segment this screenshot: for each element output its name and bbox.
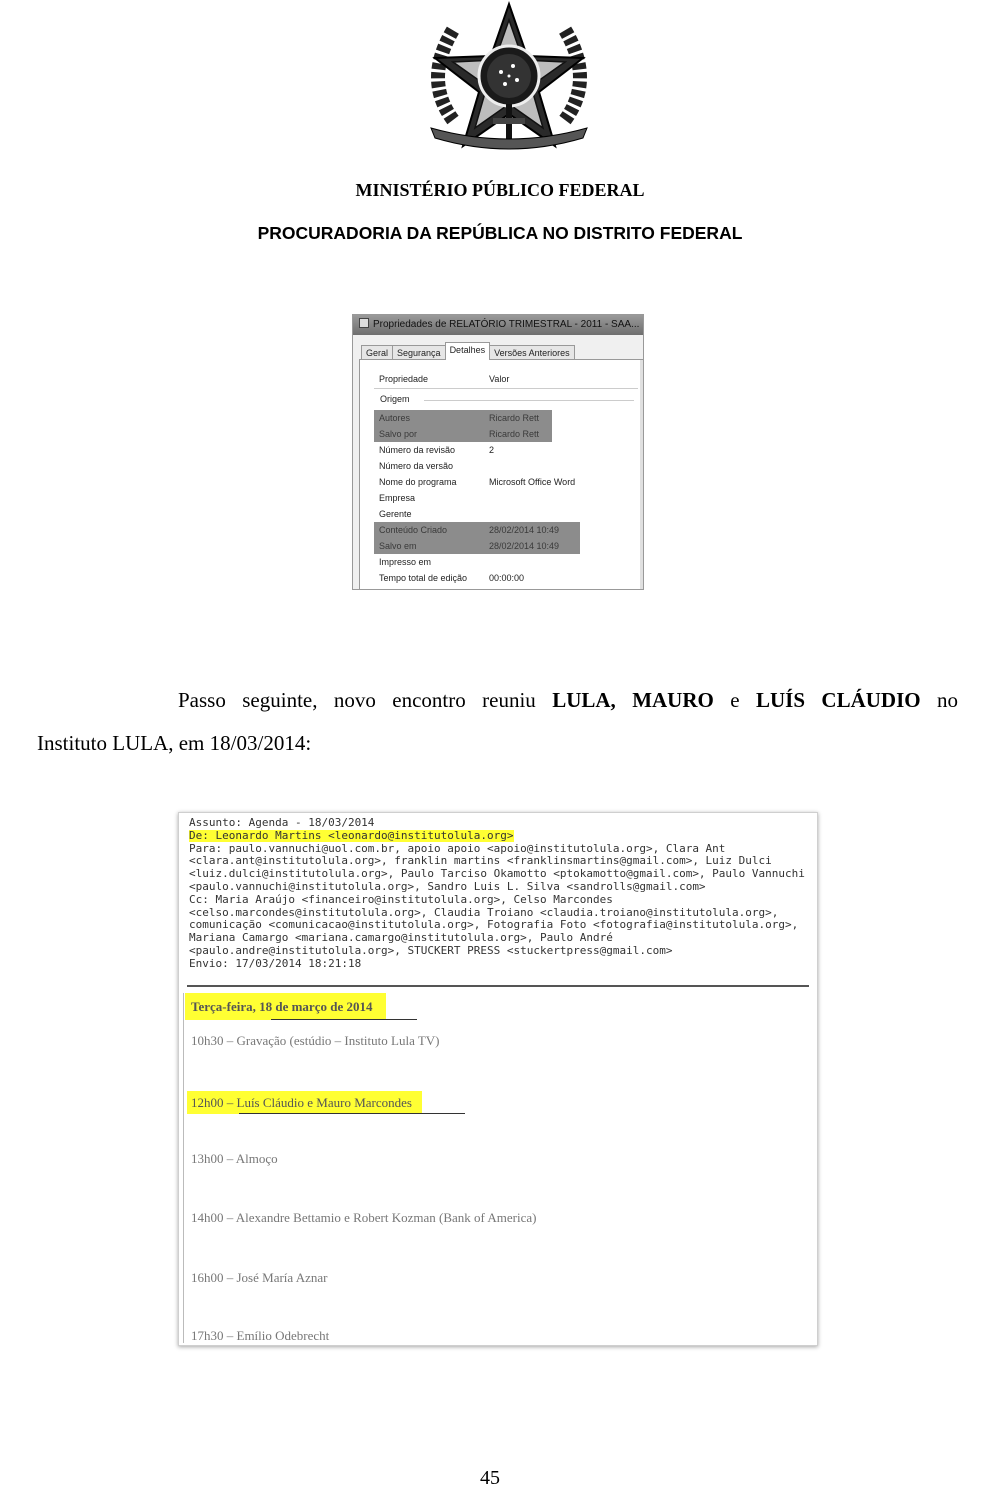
property-row xyxy=(379,426,639,442)
email-sent-date: Envio: 17/03/2014 18:21:18 xyxy=(189,957,362,970)
email-header-line: Para: paulo.vannuchi@uol.com.br, apoio apoio <apoio@institutolula.org>, Clara Ant xyxy=(189,842,726,855)
properties-dialog-screenshot xyxy=(352,314,644,590)
agenda-day-text: Terça-feira, 18 de março de 2014 xyxy=(185,993,386,1020)
group-label: Origem xyxy=(380,394,410,404)
property-key: Salvo em xyxy=(379,541,417,551)
dialog-tabs xyxy=(361,343,574,359)
agenda-underline xyxy=(239,1113,465,1114)
property-row xyxy=(379,474,639,490)
property-key: Número da revisão xyxy=(379,445,456,455)
name-luis-claudio: LUÍS CLÁUDIO xyxy=(755,688,921,712)
agenda-item: 13h00 – Almoço xyxy=(191,1151,278,1166)
property-key: Nome do programa xyxy=(379,477,457,487)
email-header-line: <clara.ant@institutolula.org>, franklin martins <franklinsmartins@gmail.com>, Luiz Dulci xyxy=(189,855,772,868)
email-headers xyxy=(189,817,809,971)
email-header-line: comunicação <comunicacao@institutolula.org>, Fotografia Foto <fotografia@institutolula.org>, xyxy=(189,919,799,932)
property-value: 00:00:00 xyxy=(489,573,525,583)
dialog-titlebar xyxy=(353,315,643,335)
email-header-line: <celso.marcondes@institutolula.org>, Claudia Troiano <claudia.troiano@institutolula.org>, xyxy=(189,906,779,919)
scrollbar[interactable] xyxy=(640,360,644,590)
org-subtitle: PROCURADORIA DA REPÚBLICA NO DISTRITO FEDERAL xyxy=(257,223,743,243)
agenda-item: 14h00 – Alexandre Bettamio e Robert Kozman (Bank of America) xyxy=(191,1210,537,1225)
org-title: MINISTÉRIO PÚBLICO FEDERAL xyxy=(355,180,645,200)
property-key: Empresa xyxy=(379,493,416,503)
tab-detalhes[interactable]: Detalhes xyxy=(445,342,491,360)
property-row xyxy=(379,458,639,474)
property-value: 28/02/2014 10:49 xyxy=(489,541,560,551)
property-key: Salvo por xyxy=(379,429,418,439)
property-row xyxy=(379,410,639,426)
email-header-line: <paulo.andre@institutolula.org>, STUCKERT PRESS <stuckertpress@gmail.com> xyxy=(189,944,673,957)
property-value: Ricardo Rett xyxy=(489,429,540,439)
paragraph-text: no xyxy=(920,688,958,712)
property-key: Autores xyxy=(379,413,411,423)
property-value: Microsoft Office Word xyxy=(489,477,576,487)
property-value: Ricardo Rett xyxy=(489,413,540,423)
email-header-line: <luiz.dulci@institutolula.org>, Paulo Tarciso Okamotto <ptokamotto@gmail.com>, Paulo Vannuchi xyxy=(189,868,805,881)
property-value: 2 xyxy=(489,445,495,455)
window-icon xyxy=(359,318,369,328)
email-divider xyxy=(187,985,809,987)
property-column-headers xyxy=(374,374,638,389)
property-row xyxy=(379,554,639,570)
property-value: 28/02/2014 10:49 xyxy=(489,525,560,535)
property-row xyxy=(379,570,639,586)
paragraph-text: e xyxy=(713,688,756,712)
email-screenshot xyxy=(178,812,818,1346)
group-divider xyxy=(424,400,634,401)
email-margin-line xyxy=(183,993,184,1343)
email-from xyxy=(189,830,809,843)
property-row xyxy=(379,522,639,538)
coat-of-arms-icon xyxy=(413,0,605,168)
property-key: Gerente xyxy=(379,509,412,519)
column-property[interactable]: Propriedade xyxy=(379,374,429,384)
tab-seguranca[interactable]: Segurança xyxy=(392,345,446,360)
property-row xyxy=(379,506,639,522)
paragraph-line-2: Instituto LULA, em 18/03/2014: xyxy=(37,731,312,755)
email-header-line: Mariana Camargo <mariana.camargo@institutolula.org>, Paulo André xyxy=(189,932,613,945)
agenda-day xyxy=(185,999,386,1015)
agenda-item: 10h30 – Gravação (estúdio – Instituto Lula TV) xyxy=(191,1033,440,1048)
email-header-line: Cc: Maria Araújo <financeiro@institutolula.org>, Celso Marcondes xyxy=(189,893,613,906)
dialog-title: Propriedades de RELATÓRIO TRIMESTRAL - 2011 - SAA... xyxy=(373,319,640,330)
agenda-item-highlighted xyxy=(187,1095,422,1111)
property-row xyxy=(379,490,639,506)
email-header-line: <paulo.vannuchi@institutolula.org>, Sandro Luis L. Silva <sandrolls@gmail.com> xyxy=(189,880,706,893)
property-key: Tempo total de edição xyxy=(379,573,468,583)
agenda-item-text: 12h00 – Luís Cláudio e Mauro Marcondes xyxy=(187,1091,422,1114)
tab-geral[interactable]: Geral xyxy=(361,345,393,360)
column-value[interactable]: Valor xyxy=(489,374,510,384)
property-key: Impresso em xyxy=(379,557,432,567)
agenda-item: 17h30 – Emílio Odebrecht xyxy=(191,1328,330,1343)
name-lula-mauro: LULA, MAURO xyxy=(552,688,714,712)
email-subject: Assunto: Agenda - 18/03/2014 xyxy=(189,817,375,829)
email-from-text: De: Leonardo Martins <leonardo@institutolula.org> xyxy=(189,829,514,842)
details-panel xyxy=(359,359,644,590)
day-underline xyxy=(271,1019,417,1020)
agenda-item: 16h00 – José María Aznar xyxy=(191,1270,328,1285)
paragraph-text: Passo seguinte, novo encontro reuniu xyxy=(178,688,553,712)
property-key: Número da versão xyxy=(379,461,454,471)
property-row xyxy=(379,538,639,554)
page-number: 45 xyxy=(480,1467,500,1489)
paragraph-line-1 xyxy=(178,685,958,715)
tab-versoes-anteriores[interactable]: Versões Anteriores xyxy=(489,345,575,360)
property-key: Conteúdo Criado xyxy=(379,525,448,535)
property-row xyxy=(379,442,639,458)
